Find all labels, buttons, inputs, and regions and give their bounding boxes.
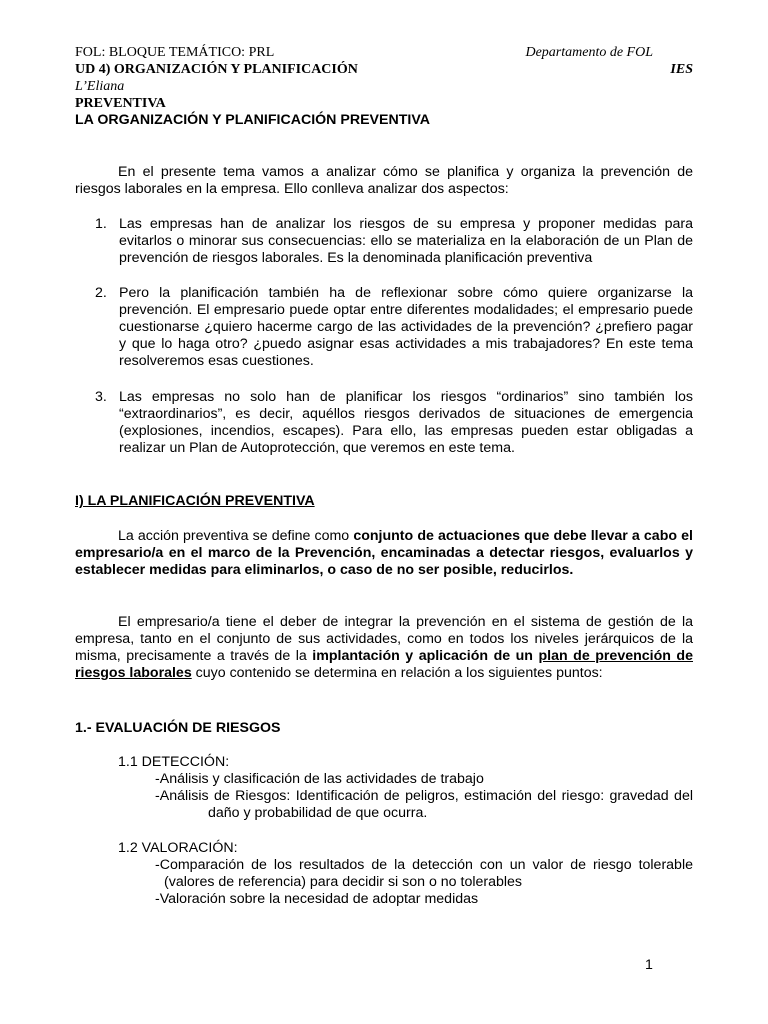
header-department: Departamento de FOL bbox=[525, 45, 653, 60]
page-title: LA ORGANIZACIÓN Y PLANIFICACIÓN PREVENTIVA bbox=[75, 112, 430, 128]
intro-paragraph: En el presente tema vamos a analizar cómo se planifica y organiza la prevención de riesgos laborales en la empresa. Ello conlleva analizar dos aspectos: bbox=[75, 164, 693, 197]
page-number: 1 bbox=[645, 957, 653, 973]
list-item-number: 3. bbox=[95, 389, 107, 405]
deteccion-title: 1.1 DETECCIÓN: bbox=[118, 754, 230, 770]
plan-tail: cuyo contenido se determina en relación a los siguientes puntos: bbox=[191, 665, 603, 681]
deteccion-item: -Análisis de Riesgos: Identificación de peligros, estimación del riesgo: gravedad del daño y probabilidad de que ocurra. bbox=[155, 788, 693, 821]
header-location: L’Eliana bbox=[75, 79, 125, 94]
header-line-1 bbox=[75, 44, 693, 61]
valoracion-item: -Comparación de los resultados de la detección con un valor de riesgo tolerable (valores de referencia) para decidir si son o no tolerables bbox=[155, 857, 693, 890]
list-item-text: Las empresas han de analizar los riesgos de su empresa y proponer medidas para evitarlos o minorar sus consecuencias: ello se materializa en la elaboración de un Plan de prevención de riesgos laborales. Es la denominada planificación preventiva bbox=[119, 216, 693, 266]
header-unit: UD 4) ORGANIZACIÓN Y PLANIFICACIÓN bbox=[75, 62, 358, 77]
plan-bold-underline: plan de prevención de riesgos laborales bbox=[75, 648, 693, 681]
valoracion-title: 1.2 VALORACIÓN: bbox=[118, 840, 238, 856]
list-item bbox=[95, 389, 693, 457]
header-line-2 bbox=[75, 61, 693, 78]
plan-bold: implantación y aplicación de un bbox=[312, 648, 539, 664]
plan-paragraph bbox=[75, 614, 693, 682]
list-item bbox=[95, 216, 693, 267]
list-item-number: 2. bbox=[95, 285, 107, 301]
subsection-heading: 1.- EVALUACIÓN DE RIESGOS bbox=[75, 720, 281, 736]
list-item-text: Pero la planificación también ha de reflexionar sobre cómo quiere organizarse la prevención. El empresario puede optar entre diferentes modalidades; el empresario puede cuestionarse ¿quiero hacerme cargo de las actividades de la prevención? ¿prefiero pagar y que lo haga otro? ¿puedo asignar esas actividades a mis trabajadores? En este tema resolveremos esas cuestiones. bbox=[119, 285, 693, 369]
list-item-number: 1. bbox=[95, 216, 107, 232]
list-item bbox=[95, 285, 693, 370]
deteccion-item: -Análisis y clasificación de las actividades de trabajo bbox=[155, 771, 484, 787]
header-school: IES bbox=[670, 62, 693, 77]
definition-bold: conjunto de actuaciones que debe llevar a cabo el empresario/a en el marco de la Prevención, encaminadas a detectar riesgos, evaluarlos y establecer medidas para eliminarlos, o caso de no ser posible, reducirlos. bbox=[75, 528, 693, 578]
plan-lead: El empresario/a tiene el deber de integrar la prevención en el sistema de gestión de la empresa, tanto en el conjunto de sus actividades, como en todos los niveles jerárquicos de la misma, precisamente a través de la bbox=[75, 614, 693, 664]
valoracion-item: -Valoración sobre la necesidad de adoptar medidas bbox=[155, 891, 479, 907]
definition-paragraph bbox=[75, 528, 693, 579]
header-subject: FOL: BLOQUE TEMÁTICO: PRL bbox=[75, 45, 275, 60]
header-unit-continuation: PREVENTIVA bbox=[75, 96, 166, 111]
list-item-text: Las empresas no solo han de planificar los riesgos “ordinarios” sino también los “extraordinarios”, es decir, aquéllos riesgos derivados de situaciones de emergencia (explosiones, incendios, escapes). Para ello, las empresas pueden estar obligadas a realizar un Plan de Autoprotección, que veremos en este tema. bbox=[119, 389, 693, 456]
definition-lead: La acción preventiva se define como bbox=[118, 528, 354, 544]
section-heading: I) LA PLANIFICACIÓN PREVENTIVA bbox=[75, 493, 315, 509]
